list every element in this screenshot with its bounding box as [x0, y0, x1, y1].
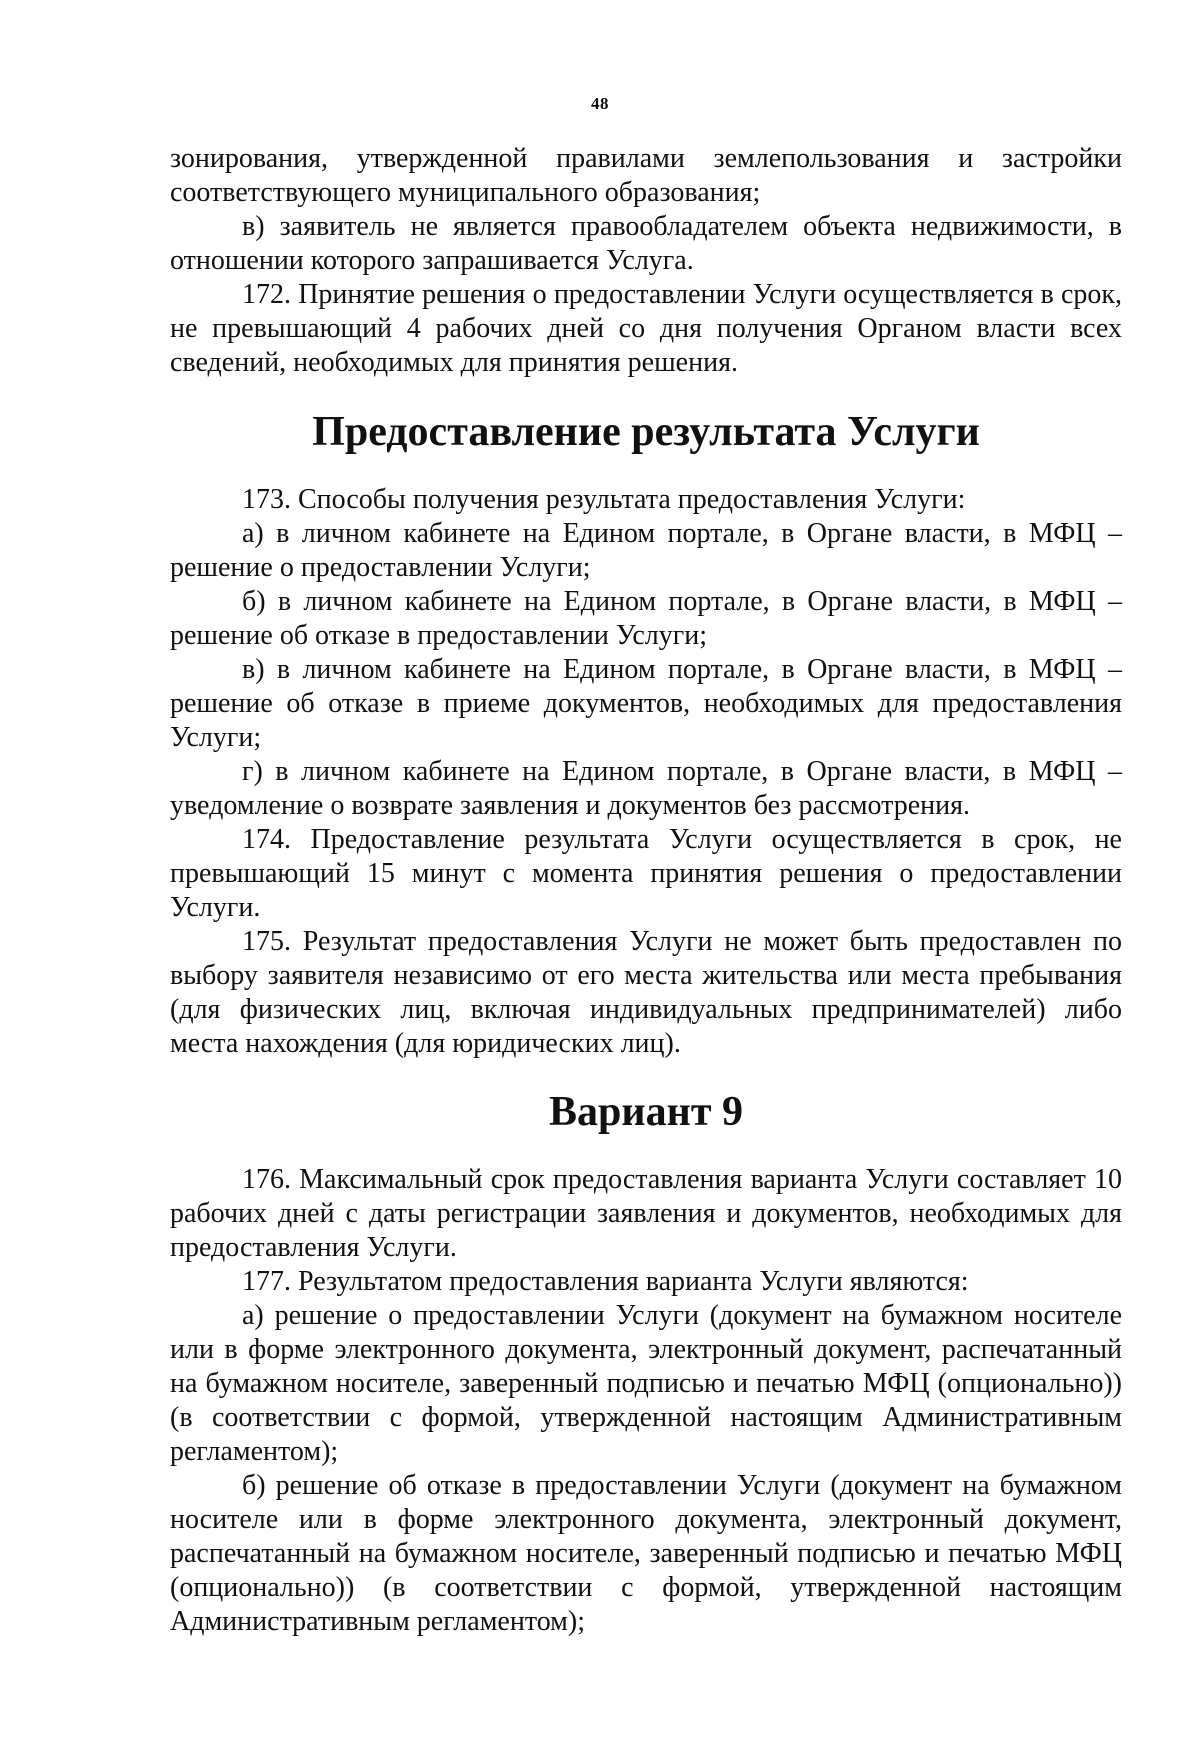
paragraph-177-a: а) решение о предоставлении Услуги (документ на бумажном носителе или в форме электронного документа, электронный документ, распечатанный на бумажном носителе, заверенный подписью и печатью МФЦ (опционально)) (в соответствии с формой, утвержденной настоящим Административным регламентом); [170, 1300, 1122, 1467]
section-heading-variant-9: Вариант 9 [549, 1089, 743, 1135]
paragraph-174: 174. Предоставление результата Услуги осуществляется в срок, не превышающий 15 минут с момента принятия решения о предоставлении Услуги. [170, 824, 1122, 923]
page-number: 48 [591, 94, 609, 113]
paragraph-173: 173. Способы получения результата предоставления Услуги: [242, 484, 966, 515]
paragraph-175: 175. Результат предоставления Услуги не может быть предоставлен по выбору заявителя независимо от его места жительства или места пребывания (для физических лиц, включая индивидуальных предпринимателей) либо места нахождения (для юридических лиц). [170, 926, 1122, 1059]
paragraph-173-g: г) в личном кабинете на Едином портале, в Органе власти, в МФЦ – уведомление о возврате заявления и документов без рассмотрения. [170, 756, 1122, 821]
paragraph-176: 176. Максимальный срок предоставления варианта Услуги составляет 10 рабочих дней с даты регистрации заявления и документов, необходимых для предоставления Услуги. [170, 1164, 1122, 1263]
paragraph-173-a: а) в личном кабинете на Едином портале, в Органе власти, в МФЦ – решение о предоставлении Услуги; [170, 518, 1122, 583]
paragraph-zoning-continuation: зонирования, утвержденной правилами землепользования и застройки соответствующего муниципального образования; [170, 143, 1122, 208]
paragraph-173-v: в) в личном кабинете на Едином портале, в Органе власти, в МФЦ – решение об отказе в приеме документов, необходимых для предоставления Услуги; [170, 654, 1122, 753]
document-body [170, 142, 1122, 1639]
paragraph-173-b: б) в личном кабинете на Едином портале, в Органе власти, в МФЦ – решение об отказе в предоставлении Услуги; [170, 586, 1122, 651]
paragraph-172: 172. Принятие решения о предоставлении Услуги осуществляется в срок, не превышающий 4 рабочих дней со дня получения Органом власти всех сведений, необходимых для принятия решения. [170, 279, 1122, 378]
paragraph-177: 177. Результатом предоставления варианта Услуги являются: [242, 1266, 969, 1297]
paragraph-177-b: б) решение об отказе в предоставлении Услуги (документ на бумажном носителе или в форме электронного документа, электронный документ, распечатанный на бумажном носителе, заверенный подписью и печатью МФЦ (опционально)) (в соответствии с формой, утвержденной настоящим Административным регламентом); [170, 1470, 1122, 1637]
section-heading-result: Предоставление результата Услуги [312, 409, 980, 455]
paragraph-applicant-not-owner: в) заявитель не является правообладателем объекта недвижимости, в отношении которого запрашивается Услуга. [170, 211, 1122, 276]
